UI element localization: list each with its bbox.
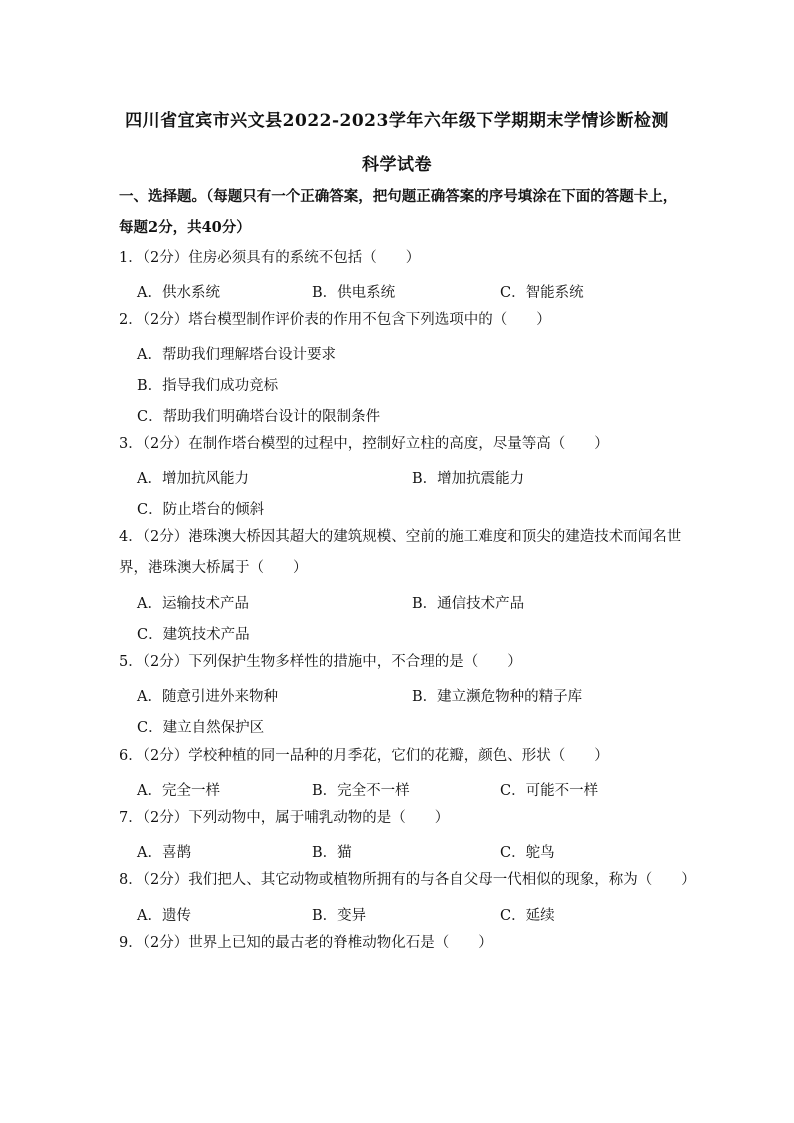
question-8-stem: 8．（2分）我们把人、其它动物或植物所拥有的与各自父母一代相似的现象，称为（ ） xyxy=(119,872,696,888)
question-1-option-a: A．供水系统 xyxy=(137,285,220,301)
question-4-stem-line2: 界，港珠澳大桥属于（ ） xyxy=(119,560,308,576)
question-7-stem: 7．（2分）下列动物中，属于哺乳动物的是（ ） xyxy=(119,810,450,826)
section-heading-line2: 每题2分，共40分） xyxy=(119,219,251,236)
question-6-option-a: A．完全一样 xyxy=(137,783,220,799)
question-1-option-c: C．智能系统 xyxy=(500,285,584,301)
question-4-stem xyxy=(119,522,689,584)
question-5-option-b: B．建立濒危物种的精子库 xyxy=(412,689,583,705)
question-4-option-c: C．建筑技术产品 xyxy=(137,627,250,643)
section-heading-line1: 一、选择题。（每题只有一个正确答案，把句题正确答案的序号填涂在下面的答题卡上， xyxy=(119,188,678,205)
question-1-option-b: B．供电系统 xyxy=(312,285,396,301)
question-6-option-b: B．完全不一样 xyxy=(312,783,410,799)
question-3-option-b: B．增加抗震能力 xyxy=(412,471,525,487)
exam-subtitle: 科学试卷 xyxy=(362,155,432,175)
question-1-stem: 1．（2分）住房必须具有的系统不包括（ ） xyxy=(119,250,421,266)
question-5-option-a: A．随意引进外来物种 xyxy=(137,689,278,705)
question-3-option-c: C．防止塔台的倾斜 xyxy=(137,502,265,518)
question-8-option-b: B．变异 xyxy=(312,908,367,924)
question-2-option-c: C．帮助我们明确塔台设计的限制条件 xyxy=(137,409,381,425)
question-4-option-a: A．运输技术产品 xyxy=(137,596,249,612)
question-3-stem: 3．（2分）在制作塔台模型的过程中，控制好立柱的高度，尽量等高（ ） xyxy=(119,436,609,452)
question-4-option-b: B．通信技术产品 xyxy=(412,596,525,612)
question-7-option-c: C．鸵鸟 xyxy=(500,845,555,861)
question-8-option-c: C．延续 xyxy=(500,908,555,924)
question-4-stem-line1: 4．（2分）港珠澳大桥因其超大的建筑规模、空前的施工难度和顶尖的建造技术而闻名世 xyxy=(119,529,682,545)
question-5-option-c: C．建立自然保护区 xyxy=(137,720,265,736)
question-7-option-a: A．喜鹊 xyxy=(137,845,191,861)
section-heading xyxy=(119,181,689,243)
question-6-stem: 6．（2分）学校种植的同一品种的月季花，它们的花瓣，颜色、形状（ ） xyxy=(119,748,609,764)
exam-title: 四川省宜宾市兴文县2022-2023学年六年级下学期期末学情诊断检测 xyxy=(125,111,669,131)
question-8-option-a: A．遗传 xyxy=(137,908,191,924)
question-6-option-c: C．可能不一样 xyxy=(500,783,599,799)
question-9-stem: 9．（2分）世界上已知的最古老的脊椎动物化石是（ ） xyxy=(119,935,493,951)
question-2-option-b: B．指导我们成功竞标 xyxy=(137,378,279,394)
question-2-option-a: A．帮助我们理解塔台设计要求 xyxy=(137,347,336,363)
question-2-stem: 2．（2分）塔台模型制作评价表的作用不包含下列选项中的（ ） xyxy=(119,312,551,328)
question-3-option-a: A．增加抗风能力 xyxy=(137,471,249,487)
question-7-option-b: B．猫 xyxy=(312,845,352,861)
question-5-stem: 5．（2分）下列保护生物多样性的措施中，不合理的是（ ） xyxy=(119,654,522,670)
